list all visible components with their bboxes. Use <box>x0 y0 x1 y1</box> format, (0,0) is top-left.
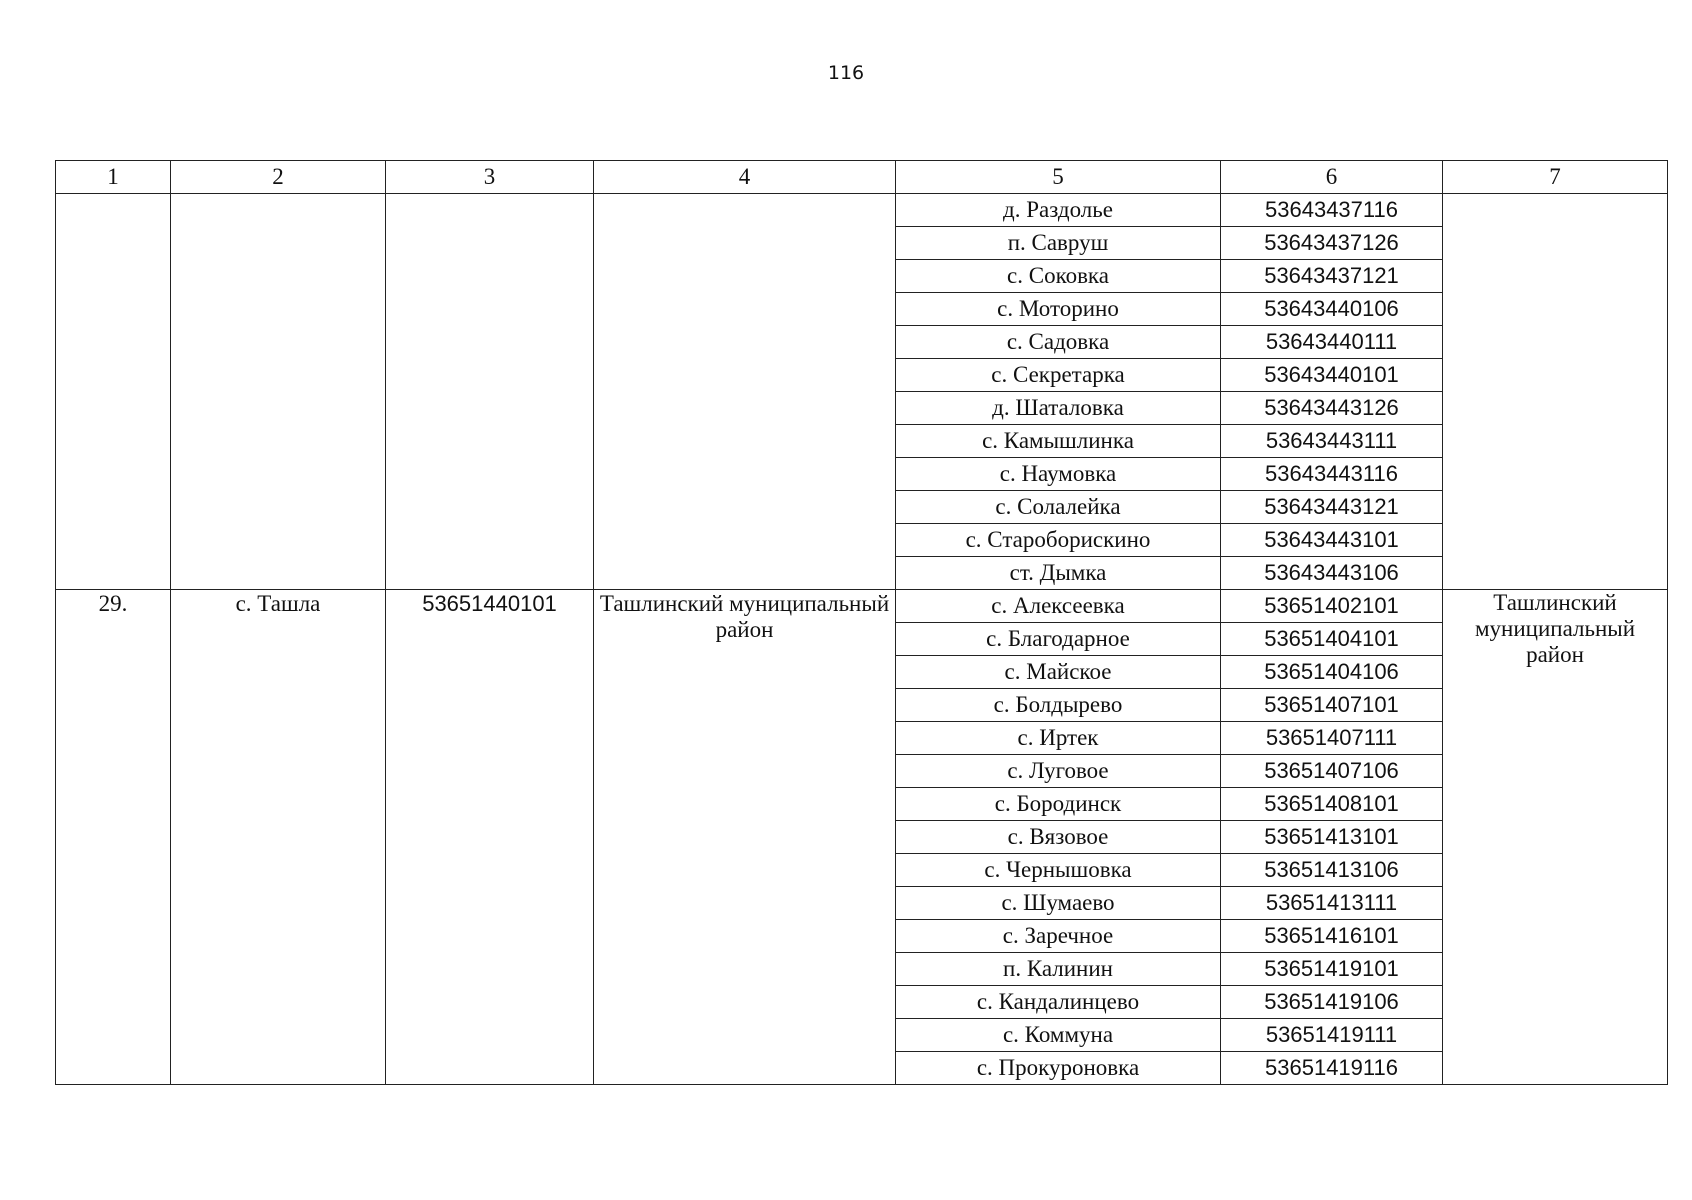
settlement-cell: с. Коммуна <box>896 1019 1221 1052</box>
entry-center-code-cell: 53651440101 <box>386 590 594 1085</box>
entry-center-cell: с. Ташла <box>171 590 386 1085</box>
continuation-district-col7-cell <box>1443 194 1668 590</box>
settlement-code-cell: 53643437121 <box>1221 260 1443 293</box>
column-header: 5 <box>896 161 1221 194</box>
column-header: 4 <box>594 161 896 194</box>
settlement-cell: с. Заречное <box>896 920 1221 953</box>
settlement-cell: с. Моторино <box>896 293 1221 326</box>
settlement-code-cell: 53651407106 <box>1221 755 1443 788</box>
continuation-code-cell <box>386 194 594 590</box>
column-header: 3 <box>386 161 594 194</box>
settlement-code-cell: 53651419116 <box>1221 1052 1443 1085</box>
settlement-code-cell: 53643443101 <box>1221 524 1443 557</box>
column-header: 6 <box>1221 161 1443 194</box>
continuation-center-cell <box>171 194 386 590</box>
table-row <box>56 590 1668 623</box>
settlement-code-cell: 53651404106 <box>1221 656 1443 689</box>
settlement-cell: с. Соковка <box>896 260 1221 293</box>
settlements-table <box>55 160 1668 1085</box>
page-number: 116 <box>827 62 865 84</box>
settlement-code-cell: 53643440101 <box>1221 359 1443 392</box>
settlement-cell: с. Майское <box>896 656 1221 689</box>
settlement-cell: п. Калинин <box>896 953 1221 986</box>
settlement-cell: с. Камышлинка <box>896 425 1221 458</box>
settlement-cell: с. Секретарка <box>896 359 1221 392</box>
settlement-code-cell: 53651413101 <box>1221 821 1443 854</box>
table-body <box>56 161 1668 1085</box>
settlement-code-cell: 53651404101 <box>1221 623 1443 656</box>
continuation-district-cell <box>594 194 896 590</box>
settlement-code-cell: 53643443106 <box>1221 557 1443 590</box>
settlement-code-cell: 53651419106 <box>1221 986 1443 1019</box>
settlement-cell: с. Кандалинцево <box>896 986 1221 1019</box>
settlement-cell: с. Иртек <box>896 722 1221 755</box>
table-row <box>56 194 1668 227</box>
settlement-cell: с. Садовка <box>896 326 1221 359</box>
settlement-cell: с. Солалейка <box>896 491 1221 524</box>
settlement-cell: с. Благодарное <box>896 623 1221 656</box>
settlement-code-cell: 53643437126 <box>1221 227 1443 260</box>
settlement-code-cell: 53643443121 <box>1221 491 1443 524</box>
settlement-code-cell: 53643440106 <box>1221 293 1443 326</box>
settlement-cell: ст. Дымка <box>896 557 1221 590</box>
settlement-code-cell: 53651413111 <box>1221 887 1443 920</box>
settlement-cell: с. Луговое <box>896 755 1221 788</box>
settlement-code-cell: 53643440111 <box>1221 326 1443 359</box>
settlement-code-cell: 53651416101 <box>1221 920 1443 953</box>
settlement-code-cell: 53651408101 <box>1221 788 1443 821</box>
settlement-code-cell: 53651407101 <box>1221 689 1443 722</box>
entry-district-col7-cell: Ташлинский муниципальный район <box>1443 590 1668 1085</box>
entry-number-cell: 29. <box>56 590 171 1085</box>
settlement-code-cell: 53651419111 <box>1221 1019 1443 1052</box>
settlement-code-cell: 53651407111 <box>1221 722 1443 755</box>
settlement-cell: с. Шумаево <box>896 887 1221 920</box>
settlement-cell: с. Вязовое <box>896 821 1221 854</box>
continuation-number-cell <box>56 194 171 590</box>
settlement-code-cell: 53643443126 <box>1221 392 1443 425</box>
settlement-code-cell: 53651413106 <box>1221 854 1443 887</box>
settlement-cell: с. Алексеевка <box>896 590 1221 623</box>
settlement-cell: д. Раздолье <box>896 194 1221 227</box>
entry-district-cell: Ташлинский муниципальный район <box>594 590 896 1085</box>
settlement-cell: с. Чернышовка <box>896 854 1221 887</box>
settlement-code-cell: 53643437116 <box>1221 194 1443 227</box>
settlement-code-cell: 53651402101 <box>1221 590 1443 623</box>
settlement-code-cell: 53643443116 <box>1221 458 1443 491</box>
settlement-cell: с. Прокуроновка <box>896 1052 1221 1085</box>
settlement-cell: п. Савруш <box>896 227 1221 260</box>
settlement-code-cell: 53651419101 <box>1221 953 1443 986</box>
header-row <box>56 161 1668 194</box>
settlement-cell: д. Шаталовка <box>896 392 1221 425</box>
settlement-cell: с. Староборискино <box>896 524 1221 557</box>
settlement-code-cell: 53643443111 <box>1221 425 1443 458</box>
column-header: 1 <box>56 161 171 194</box>
settlement-cell: с. Наумовка <box>896 458 1221 491</box>
settlement-cell: с. Бородинск <box>896 788 1221 821</box>
column-header: 2 <box>171 161 386 194</box>
column-header: 7 <box>1443 161 1668 194</box>
settlement-cell: с. Болдырево <box>896 689 1221 722</box>
